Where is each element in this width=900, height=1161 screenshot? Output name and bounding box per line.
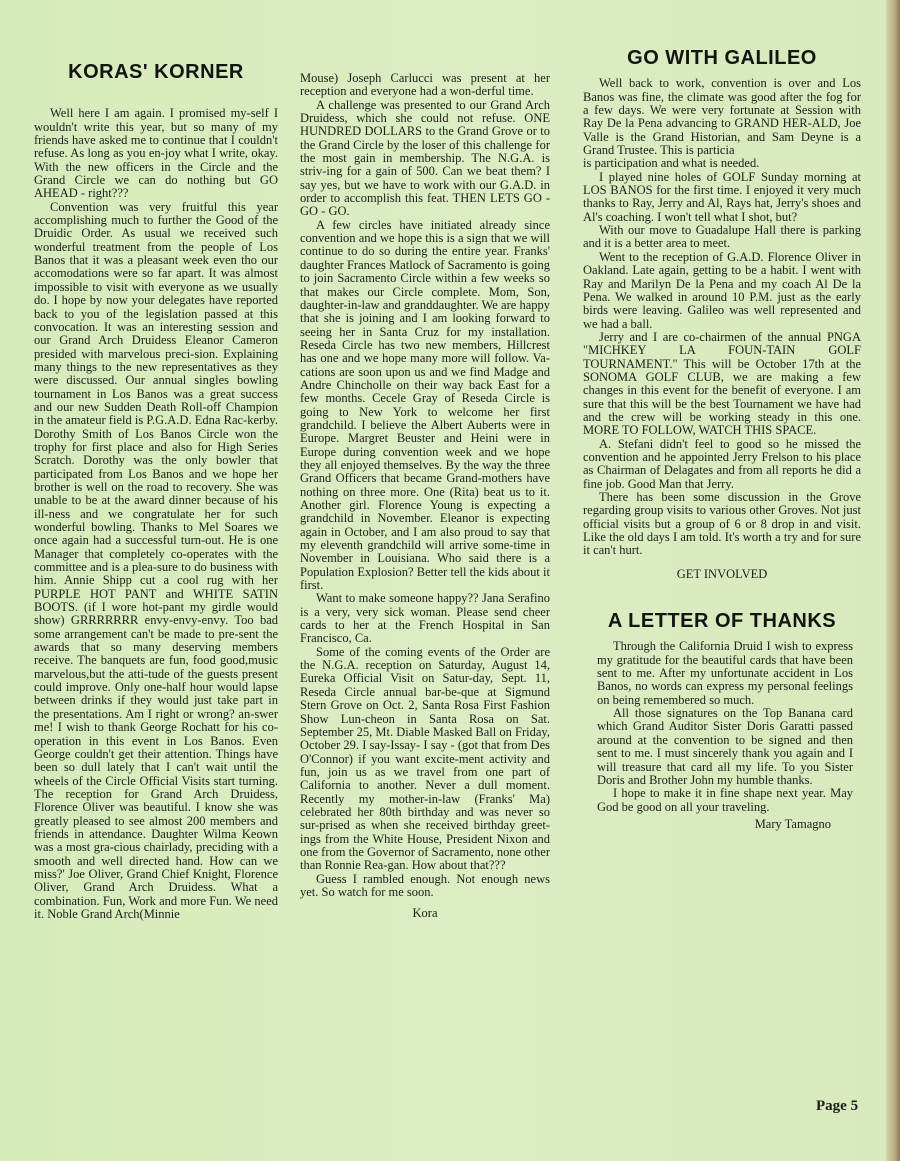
article-paragraph: With our move to Guadalupe Hall there is parking and it is a better area to meet. xyxy=(583,223,861,251)
page-edge xyxy=(886,0,900,1161)
letter-signature: Mary Tamagno xyxy=(754,816,831,831)
article-paragraph: A few circles have initiated already since convention and we hope this is a sign that we will continue to do so during the entire year. Franks' daughter Frances Matlock of Sacramento is going to join Sacramento Circle within a few weeks so that makes our Circle complete. Mom, Son, daughter-in-law and granddaughter. We are happy that she is joining and I am looking forward to seeing her in Santa Cruz for my installation. Reseda Circle has two new members, Hillcrest has one and we hope many more will follow. Va-cations are soon upon us and we find Madge and Andre Chincholle on their way back East for a few months. Cecele Gray of Reseda Circle is going to New York to welcome her first grandchild. I believe the Albert Auberts were in Europe. Margret Beuster and Heini were in Europe during convention week and we hope they all enjoyed themselves. By the way the three Grand Officers that became Grand-mothers have nothing on three more. One (Rita) beat us to it. Another girl. Florence Young is expecting a grandchild in November. Eleanor is expecting again in October, and I am also proud to say that my eleventh grandchild will arrive some-time in November in Louisiana. Who said there is a Population Explosion? Better tell the kids about it first. xyxy=(300,217,550,593)
koras-signature: Kora xyxy=(412,906,438,921)
galileo-signoff: GET INVOLVED xyxy=(676,566,768,581)
article-paragraph: Some of the coming events of the Order are the N.G.A. reception on Saturday, August 14, Eureka Official Visit on Satur-day, Sept. 11, Reseda Circle annual bar-be-que at Sigmund Stern Grove on Oct. 2, Santa Rosa First Fashion Show Lun-cheon in Santa Rosa on Sat. September 25, Mt. Diable Masked Ball on Friday, October 29. I say-Issay- I say - (got that from Des O'Connor) if you want excite-ment activity and fun, join us as we travel from one part of California to another. Never a dull moment. Recently my mother-in-law (Franks' Ma) celebrated her 80th birthday and was never so sur-prised as when she received birthday greet-ings from the White House, President Nixon and one from the Governor of Sacramento, none other than Ronnie Rea-gan. How about that??? xyxy=(300,644,550,873)
article-paragraph: Well here I am again. I promised my-self I wouldn't write this year, but so many of my friends have asked me to continue that I couldn't refuse. As long as you en-joy what I write, okay. With the new officers in the Circle and the Grand Circle we can do nothing but GO AHEAD - right??? xyxy=(34,106,278,201)
letter-body xyxy=(583,640,861,831)
article-paragraph: All those signatures on the Top Banana card which Grand Auditor Sister Doris Garatti passed around at the convention to be signed and then sent to me. I must sincerely thank you again and I will treasure that card all my life. To you Sister Doris and Brother John my humble thanks. xyxy=(597,706,853,787)
koras-korner-column-2 xyxy=(300,72,550,921)
article-paragraph: Through the California Druid I wish to express my gratitude for the beautiful cards that have been sent to me. After my unfortunate accident in Los Banos, no words can express my personal feelings on being remembered so much. xyxy=(597,639,853,707)
galileo-title: GO WITH GALILEO xyxy=(627,47,817,69)
article-paragraph: I hope to make it in fine shape next year. May God be good on all your traveling. xyxy=(597,786,853,814)
koras-korner-column-1 xyxy=(34,0,278,921)
article-paragraph: Well back to work, convention is over and Los Banos was fine, the climate was good after the fog for a few days. We were very fortunate at Session with Ray De la Pena advancing to GRAND HER-ALD, Joe Valle is the Grand Historian, and Sam Deyne is a Grand Trustee. This is particia xyxy=(583,76,861,158)
koras-korner-title: KORAS' KORNER xyxy=(68,61,244,83)
article-paragraph: is participation and what is needed. xyxy=(583,156,760,171)
article-paragraph: There has been some discussion in the Grove regarding group visits to various other Groves. Not just official visits but a group of 6 or 8 drop in and visit. Like the old days I am told. It's worth a try and for sure it can't hurt. xyxy=(583,490,861,558)
article-paragraph: Mouse) Joseph Carlucci was present at her reception and everyone had a won-derful time. xyxy=(300,71,550,99)
article-paragraph: Guess I rambled enough. Not enough news yet. So watch for me soon. xyxy=(300,871,550,899)
page-number: Page 5 xyxy=(816,1098,859,1114)
right-column xyxy=(583,0,861,831)
article-paragraph: I played nine holes of GOLF Sunday morning at LOS BANOS for the first time. I enjoyed it very much thanks to Ray, Jerry and Al, Rays hat, Jerry's shoes and Al's coaching. I won't tell what I shot, but? xyxy=(583,169,861,224)
article-paragraph: Jerry and I are co-chairmen of the annual PNGA "MICHKEY LA FOUN-TAIN GOLF TOURNAMENT." This will be October 17th at the SONOMA GOLF CLUB, we are making a few changes in this event for the benefit of everyone. I am sure that this will be the best Tournament we have had and the crew will be working steady in this one. MORE TO FOLLOW, WATCH THIS SPACE. xyxy=(583,329,861,438)
article-paragraph: Went to the reception of G.A.D. Florence Oliver in Oakland. Late again, getting to be a habit. I went with Ray and Marilyn De la Pena and my coach Al De la Pena. We walked in around 10 P.M. just as the early birds were leaving. Galileo was well represented and we had a ball. xyxy=(583,249,861,331)
article-paragraph: Want to make someone happy?? Jana Serafino is a very, very sick woman. Please send cheer cards to her at the French Hospital in San Francisco, Ca. xyxy=(300,591,550,646)
article-paragraph: A challenge was presented to our Grand Arch Druidess, which she could not refuse. ONE HUNDRED DOLLARS to the Grand Grove or to the Grand Circle by the loser of this challenge for the most gain in membership. The N.G.A. is striv-ing for a gain of 500. Can we beat them? I say yes, but we have to work with our G.A.D. in order to accomplish this feat. THEN LETS GO - GO - GO. xyxy=(300,97,550,219)
letter-title: A LETTER OF THANKS xyxy=(607,610,837,633)
article-paragraph: Convention was very fruitful this year accomplishing much to further the Good of the Druidic Order. As usual we received such wonderful treatment from the people of Los Banos that it was a pleasant week even tho our accomodations were so far apart. It was almost impossible to visit with everyone as we usually do. I hope by now your delegates have reported back to you of the legislation passed at this convocation. It was an interesting session and our Grand Arch Druidess Eleanor Cameron presided with marvelous preci-sion. Explaining many things to the new representatives as they were discussed. Our annual singles bowling tournament in Los Banos was a great success and our new Sudden Death Roll-off Champion in the amateur field is P.G.A.D. Edna Rac-kerby. Dorothy Smith of Los Banos Circle won the trophy for first place and also for High Series Scratch. Dorothy was the only bowler that participated from Los Banos and we hope her brother is well on the road to recovery. She was unable to be at the award dinner because of his ill-ness and we congratulate her for such wonderful bowling. Thanks to Mel Soares we once again had a successful turn-out. He is one Manager that completely co-operates with the committee and is a plea-sure to do business with him. Annie Shipp cut a cool rug with her PURPLE HOT PANT and WHITE SATIN BOOTS. (if I wore hot-pant my girdle would show) GRRRRRRR envy-envy-envy. Too bad some arrangement can't be made to pre-sent the awards that so many deserving members receive. The banquets are fun, food good,music marvelous,but the atti-tude of the guests present could improve. Only one-half hour would lapse between drinks if they would just take part in the presentations. Am I right or wrong? an-swer me! I wish to thank George Rochatt for his co-operation in this event in Los Banos. Even George couldn't get their attention. Things have been so dull lately that I can't wait until the wheels of the Circle Official Visits start turning. The reception for Grand Arch Druidess, Florence Oliver was beautiful. I know she was greatly pleased to see almost 200 members and friends in attendance. Daughter Wilma Keown was a most gra-cious chairlady, preciding with a smooth and well directed hand. How can we miss?' Joe Oliver, Grand Chief Knight, Florence Oliver, Grand Arch Druidess. What a combination. Fun, Work and more Fun. We need it. Noble Grand Arch(Minnie xyxy=(34,199,278,921)
article-paragraph: A. Stefani didn't feel to good so he missed the convention and he appointed Jerry Frelson to his place as Chairman of Delagates and from all reports he did a fine job. Good Man that Jerry. xyxy=(583,436,861,491)
